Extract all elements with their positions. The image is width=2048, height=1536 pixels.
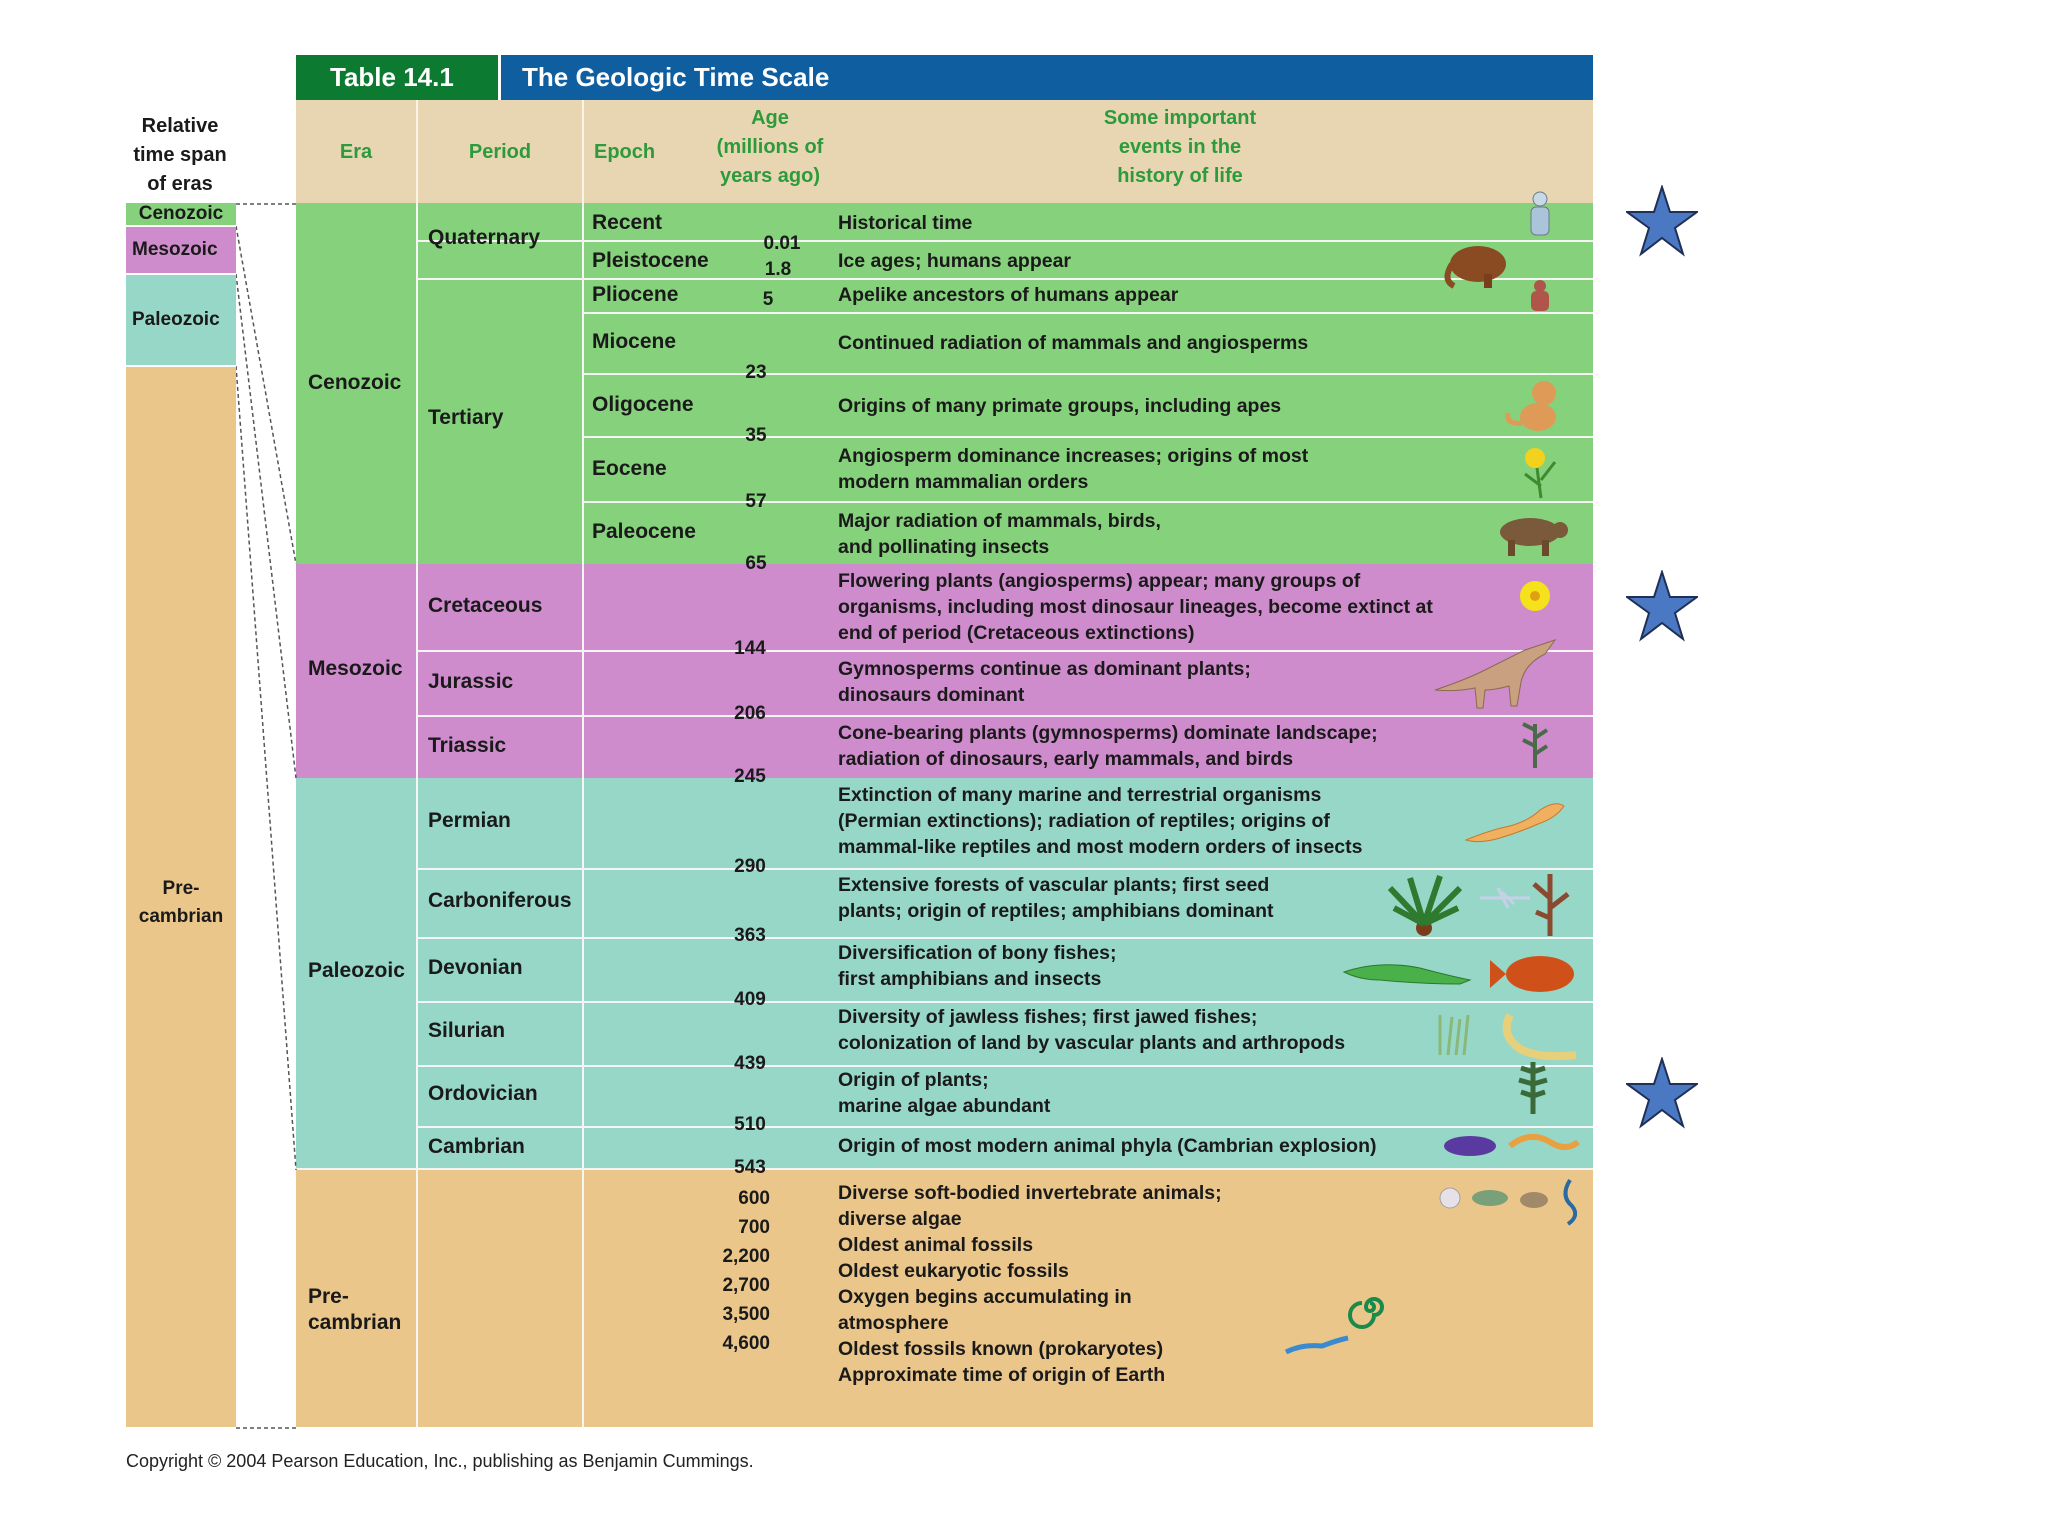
age-label: 2,700 [722,1275,770,1296]
row-divider [418,278,1593,280]
period-silurian: Silurian [428,1019,506,1042]
event-text: Apelike ancestors of humans appear [838,284,1179,306]
header-epoch: Epoch [594,141,656,163]
age-label: 35 [745,425,767,446]
yellow-flower-icon [1512,576,1558,616]
period-ordovician: Ordovician [428,1082,538,1105]
event-text: Origin of most modern animal phyla (Cambrian explosion) [838,1135,1377,1157]
event-text: Continued radiation of mammals and angiosperms [838,332,1309,354]
age-label: 144 [734,638,766,659]
precambrian-events [838,1180,1222,1388]
period-tertiary: Tertiary [428,406,504,429]
event-text: Diversity of jawless fishes; first jawed fishes; colonization of land by vascular plants and arthropods [838,1006,1346,1054]
header-divider [582,100,584,203]
span-paleozoic: Paleozoic [126,275,236,365]
column-divider [416,203,418,1427]
age-label: 65 [745,553,767,574]
epoch-paleocene: Paleocene [592,520,696,543]
span-mesozoic: Mesozoic [126,227,236,273]
flower-icon [1515,440,1565,500]
column-divider [582,203,584,1427]
event-text: Origin of plants; marine algae abundant [838,1069,1051,1117]
period-cretaceous: Cretaceous [428,594,543,617]
row-divider [418,1001,1593,1003]
period-permian: Permian [428,809,511,832]
age-label: 290 [734,856,766,877]
event-text: Diversification of bony fishes; first amphibians and insects [838,942,1117,990]
header-age-line: Age [751,107,789,129]
copyright-notice: Copyright © 2004 Pearson Education, Inc., publishing as Benjamin Cummings. [126,1451,754,1471]
header-era: Era [339,141,373,163]
period-jurassic: Jurassic [428,670,514,693]
era-precambrian: Pre- cambrian [308,1285,402,1334]
carboniferous-forest-icon [1380,868,1580,938]
header-events [1060,104,1300,191]
event-text: Oxygen begins accumulating in atmosphere [838,1286,1132,1334]
precambrian-ages [700,1184,770,1358]
era-mesozoic: Mesozoic [308,657,403,680]
period-carboniferous: Carboniferous [428,889,572,912]
era-paleozoic: Paleozoic [308,959,405,982]
event-text: Flowering plants (angiosperms) appear; many groups of organisms, including most dinosaur lineages, become extinct at end of period (Cretaceous extinctions) [838,570,1433,644]
event-text: Extensive forests of vascular plants; first seed plants; origin of reptiles; amphibians dominant [838,874,1274,922]
period-triassic: Triassic [428,734,507,757]
row-divider [418,240,1593,242]
event-text: Angiosperm dominance increases; origins of most modern mammalian orders [838,445,1309,493]
header-events-line: history of life [1117,165,1243,187]
row-divider [584,312,1593,314]
epoch-eocene: Eocene [592,457,667,480]
table-number-box [296,55,498,100]
event-text: Oldest eukaryotic fossils [838,1260,1069,1282]
row-divider [296,1168,1593,1170]
star-icon [1626,570,1698,642]
event-text: Ice ages; humans appear [838,250,1072,272]
event-text: Gymnosperms continue as dominant plants; dinosaurs dominant [838,658,1251,706]
age-label: 4,600 [722,1333,770,1354]
age-label: 409 [734,989,766,1010]
age-label: 600 [738,1188,770,1209]
era-cenozoic: Cenozoic [308,371,402,394]
epoch-oligocene: Oligocene [592,393,694,416]
header-period: Period [468,141,532,163]
stromatolite-spiral-icon [1348,1285,1392,1329]
star-icon [1626,1057,1698,1129]
fern-icon [1515,718,1555,770]
amphibian-fish-icon [1340,950,1580,1000]
header-events-line: Some important [1103,107,1257,129]
primate-icon [1500,375,1570,435]
early-mammal-icon [1490,512,1570,558]
age-label: 5 [762,289,774,310]
age-label: 23 [745,362,767,383]
star-icon [1626,185,1698,257]
event-text: Origins of many primate groups, including apes [838,395,1282,417]
cambrian-animals-icon [1440,1124,1580,1164]
age-label: 245 [734,766,766,787]
table-number: Table 14.1 [330,62,454,92]
epoch-miocene: Miocene [592,330,677,353]
period-cambrian: Cambrian [428,1135,525,1158]
span-precambrian-label: Pre- cambrian [138,878,224,927]
event-text: Oldest animal fossils [838,1234,1034,1256]
age-label: 206 [734,703,766,724]
event-text: Cone-bearing plants (gymnosperms) dominate landscape; radiation of dinosaurs, early mammals, and birds [838,722,1378,770]
prokaryote-icon [1282,1330,1352,1360]
header-events-line: events in the [1118,136,1242,158]
event-text: Historical time [838,212,973,234]
apelike-ancestor-icon [1525,278,1555,312]
age-label: 1.8 [764,259,792,280]
age-label: 700 [738,1217,770,1238]
age-label: 0.01 [763,233,801,254]
age-label: 3,500 [722,1304,770,1325]
human-figure-icon [1520,190,1560,240]
age-label: 543 [734,1157,766,1178]
event-text: Diverse soft-bodied invertebrate animals; diverse algae [838,1182,1222,1230]
event-text: Approximate time of origin of Earth [838,1364,1166,1386]
header-age-line: years ago) [719,165,821,187]
period-quaternary: Quaternary [428,226,541,249]
span-cenozoic: Cenozoic [126,203,236,225]
age-label: 57 [745,491,767,512]
event-text: Major radiation of mammals, birds, and pollinating insects [838,510,1161,558]
early-plant-icon [1515,1058,1551,1116]
age-label: 2,200 [722,1246,770,1267]
age-label: 363 [734,925,766,946]
soft-bodied-invertebrates-icon [1430,1176,1580,1226]
table-title: The Geologic Time Scale [522,62,830,92]
span-connector-lines [236,200,298,1432]
event-text: Oldest fossils known (prokaryotes) [838,1338,1164,1360]
epoch-recent: Recent [592,211,663,234]
relative-span-title [118,112,242,199]
relative-span-title-line: time span [133,144,227,166]
relative-span-title-line: Relative [141,115,219,137]
period-devonian: Devonian [428,956,523,979]
event-text: Extinction of many marine and terrestrial organisms (Permian extinctions); radiation of reptiles; origins of mammal-like reptiles and most modern orders of insects [838,784,1363,858]
jawless-fish-plants-icon [1430,1005,1580,1061]
age-label: 510 [734,1114,766,1135]
epoch-pleistocene: Pleistocene [592,249,709,272]
header-age-line: (millions of [716,136,824,158]
mammoth-icon [1440,240,1520,290]
dinosaur-icon [1425,630,1565,710]
row-divider [418,715,1593,717]
relative-span-title-line: of eras [147,173,213,195]
span-precambrian [126,367,236,1427]
row-divider [418,1126,1593,1128]
row-divider [418,650,1593,652]
age-label: 439 [734,1053,766,1074]
header-age [690,104,850,191]
header-divider [416,100,418,203]
reptile-icon [1460,790,1570,850]
epoch-pliocene: Pliocene [592,283,679,306]
title-divider [498,55,501,100]
